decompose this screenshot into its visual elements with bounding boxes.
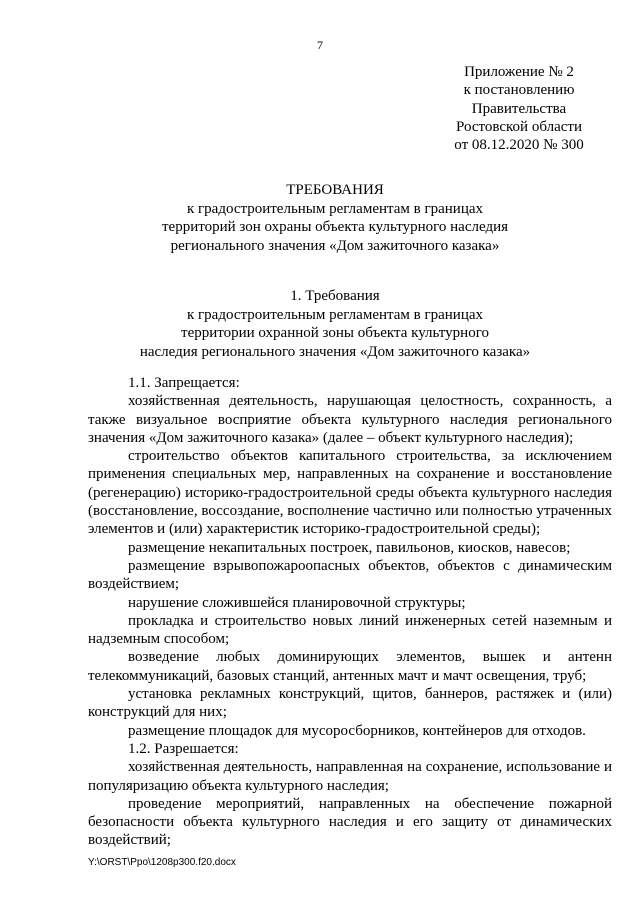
paragraph: размещение взрывопожароопасных объектов, объектов с динамическим воздействием; <box>88 557 612 593</box>
appendix-line: Ростовской области <box>456 118 582 135</box>
appendix-line: Правительства <box>471 100 567 117</box>
appendix-block <box>434 63 604 154</box>
section-title-line: наследия регионального значения «Дом зажиточного казака» <box>139 343 531 360</box>
paragraph: возведение любых доминирующих элементов, вышек и антенн телекоммуникаций, базовых станций, антенных мачт и мачт освещения, труб; <box>88 649 612 684</box>
file-path-footer: Y:\ORST\Ppo\1208p300.f20.docx <box>88 857 236 868</box>
paragraph: проведение мероприятий, направленных на обеспечение пожарной безопасности объекта культурного наследия и его защиту от динамических воздействий; <box>88 795 612 849</box>
title-line: к градостроительным регламентам в границах <box>186 200 484 217</box>
section-title <box>100 287 570 361</box>
document-title <box>100 181 570 255</box>
page-number: 7 <box>317 38 323 52</box>
paragraph: строительство объектов капитального строительства, за исключением применения специальных мер, направленных на сохранение и восстановление (регенерацию) историко-градостроительной среды объекта культурного наследия (восстановление, воссоздание, восполнение частично или полностью утраченных элементов и (или) характеристик историко-градостроительной среды); <box>88 448 612 538</box>
paragraph: установка рекламных конструкций, щитов, баннеров, растяжек и (или) конструкций для них; <box>88 686 612 721</box>
section-heading: 1. Требования <box>290 288 380 304</box>
paragraph: размещение площадок для мусоросборников, контейнеров для отходов. <box>128 722 586 739</box>
paragraph: нарушение сложившейся планировочной структуры; <box>128 594 466 611</box>
appendix-line: к постановлению <box>463 82 575 99</box>
clause-heading: 1.1. Запрещается: <box>128 375 240 391</box>
clause-heading: 1.2. Разрешается: <box>128 740 239 757</box>
paragraph: хозяйственная деятельность, направленная на сохранение, использование и популяризацию объекта культурного наследия; <box>88 759 612 794</box>
appendix-line: от 08.12.2020 № 300 <box>454 137 584 154</box>
document-body <box>88 374 612 850</box>
title-line: территорий зон охраны объекта культурного наследия <box>162 219 508 235</box>
section-title-line: к градостроительным регламентам в границах <box>186 306 484 323</box>
paragraph: хозяйственная деятельность, нарушающая целостность, сохранность, а также визуальное восприятие объекта культурного наследия регионального значения «Дом зажиточного казака» (далее – объект культурного наследия); <box>88 393 612 446</box>
paragraph: размещение некапитальных построек, павильонов, киосков, навесов; <box>128 539 571 556</box>
appendix-line: Приложение № 2 <box>464 64 574 80</box>
paragraph: прокладка и строительство новых линий инженерных сетей наземным и надземным способом; <box>88 612 612 648</box>
title-line: регионального значения «Дом зажиточного казака» <box>170 237 500 254</box>
title-heading: ТРЕБОВАНИЯ <box>286 182 384 198</box>
section-title-line: территории охранной зоны объекта культурного <box>181 325 489 341</box>
